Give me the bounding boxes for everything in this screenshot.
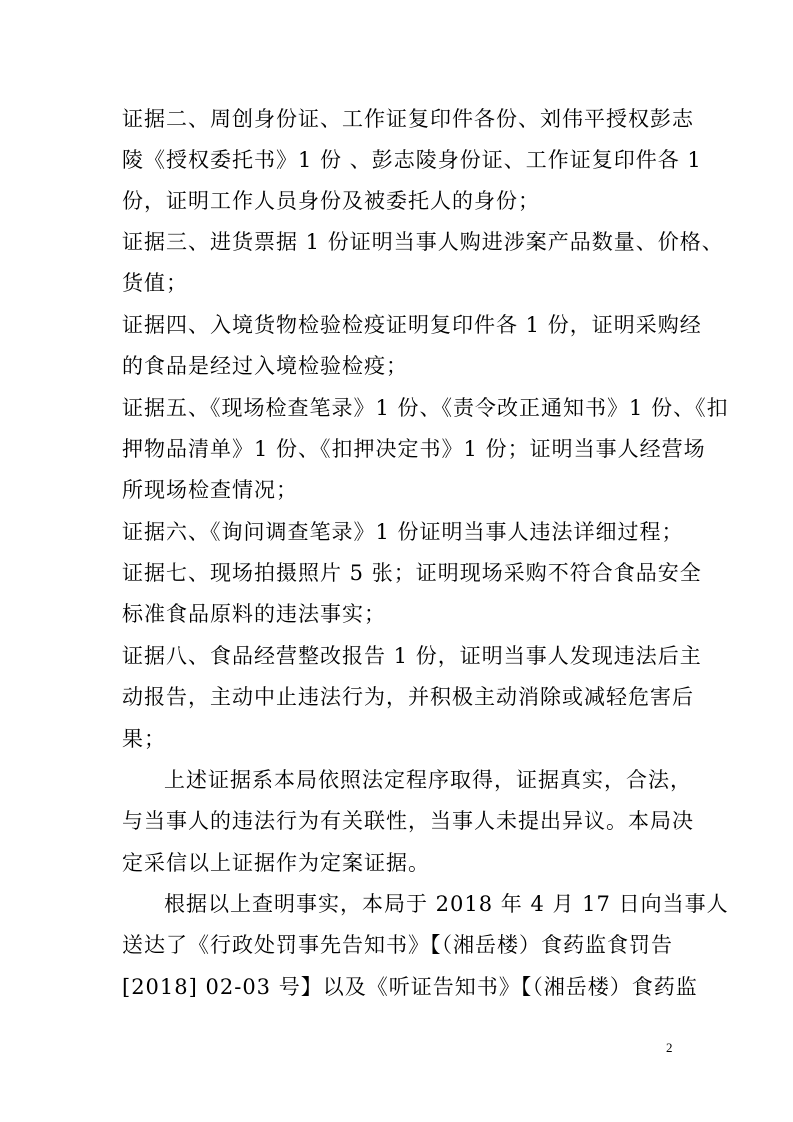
text-line: 的食品是经过入境检验检疫； [122,354,408,378]
text-line: 果； [122,727,166,751]
page-number: 2 [666,1040,673,1055]
text-line: 定采信以上证据作为定案证据。 [122,851,430,875]
text-line: 份，证明工作人员身份及被委托人的身份； [122,189,540,213]
text-line: 证据七、现场拍摄照片 5 张；证明现场采购不符合食品安全 [122,561,702,585]
text-line: 证据二、周创身份证、工作证复印件各份、刘伟平授权彭志 [122,107,694,131]
text-line: 证据八、食品经营整改报告 1 份，证明当事人发现违法后主 [122,644,702,668]
text-line: 所现场检查情况； [122,478,298,502]
text-line: 送达了《行政处罚事先告知书》【（湘岳楼）食药监食罚告 [122,933,673,957]
text-line: 动报告，主动中止违法行为，并积极主动消除或减轻危害后 [122,685,694,709]
text-line: 根据以上查明事实，本局于 2018 年 4 月 17 日向当事人 [164,892,729,916]
text-line: 货值； [122,271,188,295]
text-line: 证据六、《询问调查笔录》1 份证明当事人违法详细过程； [122,520,684,544]
text-line: 押物品清单》1 份、《扣押决定书》1 份；证明当事人经营场 [122,437,706,461]
text-line: 标准食品原料的违法事实； [122,602,386,626]
text-line: 证据三、进货票据 1 份证明当事人购进涉案产品数量、价格、 [122,230,724,254]
text-line: 证据五、《现场检查笔录》1 份、《责令改正通知书》1 份、《扣 [122,396,729,420]
text-line: [2018] 02-03 号】以及《听证告知书》【（湘岳楼）食药监 [122,975,698,999]
text-line: 陵《授权委托书》1 份 、彭志陵身份证、工作证复印件各 1 [122,148,702,172]
text-line: 与当事人的违法行为有关联性，当事人未提出异议。本局决 [122,809,694,833]
text-line: 证据四、入境货物检验检疫证明复印件各 1 份，证明采购经 [122,313,702,337]
text-line: 上述证据系本局依照法定程序取得，证据真实，合法， [164,768,692,792]
